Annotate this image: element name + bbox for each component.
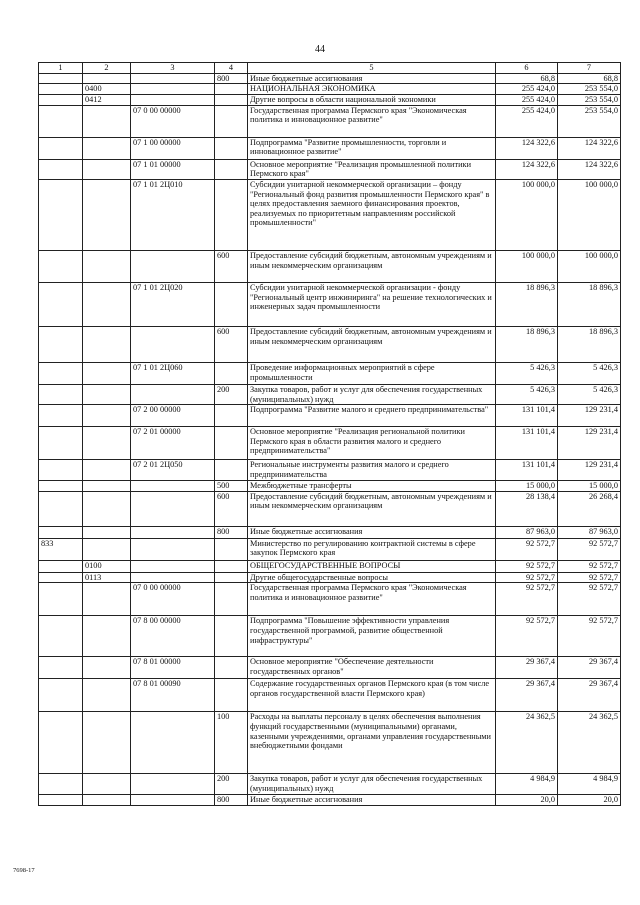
cell-ministry-code bbox=[39, 250, 83, 282]
cell-item-name: Государственная программа Пермского края "Экономическая политика и инновационное развитие" bbox=[248, 105, 496, 137]
cell-expense-type bbox=[215, 583, 248, 616]
cell-target-code: 07 0 00 00000 bbox=[131, 105, 215, 137]
cell-item-name: Подпрограмма "Развитие промышленности, торговли и инновационное развитие" bbox=[248, 137, 496, 159]
cell-ministry-code bbox=[39, 137, 83, 159]
cell-ministry-code bbox=[39, 526, 83, 538]
cell-ministry-code bbox=[39, 572, 83, 583]
cell-expense-type bbox=[215, 94, 248, 105]
cell-value-year2: 129 231,4 bbox=[558, 405, 621, 427]
table-row bbox=[39, 657, 621, 679]
cell-value-year1: 24 362,5 bbox=[496, 712, 558, 774]
cell-item-name: Проведение информационных мероприятий в сфере промышленности bbox=[248, 362, 496, 384]
cell-expense-type bbox=[215, 84, 248, 95]
cell-target-code bbox=[131, 538, 215, 560]
table-row bbox=[39, 560, 621, 572]
cell-expense-type: 800 bbox=[215, 73, 248, 84]
table-row bbox=[39, 137, 621, 159]
cell-ministry-code: 833 bbox=[39, 538, 83, 560]
cell-value-year1: 28 138,4 bbox=[496, 491, 558, 526]
cell-item-name: Иные бюджетные ассигнования bbox=[248, 526, 496, 538]
cell-target-code: 07 0 00 00000 bbox=[131, 583, 215, 616]
cell-value-year2: 26 268,4 bbox=[558, 491, 621, 526]
table-row bbox=[39, 538, 621, 560]
cell-item-name: Основное мероприятие "Реализация промышленной политики Пермского края" bbox=[248, 159, 496, 179]
cell-item-name: Предоставление субсидий бюджетным, автономным учреждениям и иным некоммерческим организациям bbox=[248, 326, 496, 362]
cell-item-name: Основное мероприятие "Обеспечение деятельности государственных органов" bbox=[248, 657, 496, 679]
cell-expense-type bbox=[215, 657, 248, 679]
cell-value-year1: 5 426,3 bbox=[496, 384, 558, 404]
cell-ministry-code bbox=[39, 712, 83, 774]
cell-expense-type: 600 bbox=[215, 491, 248, 526]
cell-ministry-code bbox=[39, 481, 83, 492]
cell-value-year2: 92 572,7 bbox=[558, 616, 621, 657]
cell-value-year1: 131 101,4 bbox=[496, 405, 558, 427]
cell-target-code bbox=[131, 712, 215, 774]
cell-item-name: НАЦИОНАЛЬНАЯ ЭКОНОМИКА bbox=[248, 84, 496, 95]
table-row bbox=[39, 84, 621, 95]
table-row bbox=[39, 362, 621, 384]
cell-section-code bbox=[83, 657, 131, 679]
cell-ministry-code bbox=[39, 616, 83, 657]
cell-expense-type bbox=[215, 405, 248, 427]
cell-target-code bbox=[131, 250, 215, 282]
table-row bbox=[39, 73, 621, 84]
cell-value-year2: 253 554,0 bbox=[558, 94, 621, 105]
cell-value-year2: 129 231,4 bbox=[558, 460, 621, 481]
table-row bbox=[39, 105, 621, 137]
cell-item-name: Содержание государственных органов Пермского края (в том числе органов государственной власти Пермского края) bbox=[248, 679, 496, 712]
cell-target-code bbox=[131, 560, 215, 572]
cell-target-code bbox=[131, 572, 215, 583]
cell-target-code: 07 1 01 2Ц010 bbox=[131, 179, 215, 250]
cell-value-year2: 124 322,6 bbox=[558, 159, 621, 179]
cell-item-name: Государственная программа Пермского края "Экономическая политика и инновационное развитие" bbox=[248, 583, 496, 616]
cell-value-year2: 92 572,7 bbox=[558, 560, 621, 572]
cell-value-year2: 18 896,3 bbox=[558, 282, 621, 326]
cell-expense-type bbox=[215, 460, 248, 481]
cell-ministry-code bbox=[39, 491, 83, 526]
cell-target-code: 07 8 00 00000 bbox=[131, 616, 215, 657]
cell-value-year2: 5 426,3 bbox=[558, 362, 621, 384]
cell-section-code bbox=[83, 282, 131, 326]
cell-expense-type bbox=[215, 362, 248, 384]
cell-expense-type bbox=[215, 560, 248, 572]
cell-item-name: Субсидии унитарной некоммерческой организации - фонду "Региональный центр инжиниринга" на решение технологических и инженерных задач промышленности bbox=[248, 282, 496, 326]
cell-item-name: Закупка товаров, работ и услуг для обеспечения государственных (муниципальных) нужд bbox=[248, 384, 496, 404]
cell-section-code bbox=[83, 538, 131, 560]
cell-target-code bbox=[131, 94, 215, 105]
cell-value-year1: 255 424,0 bbox=[496, 105, 558, 137]
cell-value-year1: 29 367,4 bbox=[496, 679, 558, 712]
cell-ministry-code bbox=[39, 460, 83, 481]
document-code: 7698-17 bbox=[13, 867, 35, 874]
header-cell: 5 bbox=[248, 63, 496, 74]
cell-value-year1: 29 367,4 bbox=[496, 657, 558, 679]
cell-target-code bbox=[131, 526, 215, 538]
cell-section-code bbox=[83, 616, 131, 657]
cell-value-year1: 124 322,6 bbox=[496, 137, 558, 159]
cell-item-name: ОБЩЕГОСУДАРСТВЕННЫЕ ВОПРОСЫ bbox=[248, 560, 496, 572]
cell-expense-type bbox=[215, 572, 248, 583]
cell-ministry-code bbox=[39, 384, 83, 404]
cell-target-code: 07 1 00 00000 bbox=[131, 137, 215, 159]
header-cell: 4 bbox=[215, 63, 248, 74]
cell-value-year1: 255 424,0 bbox=[496, 84, 558, 95]
cell-section-code bbox=[83, 481, 131, 492]
cell-ministry-code bbox=[39, 679, 83, 712]
cell-expense-type bbox=[215, 159, 248, 179]
cell-target-code bbox=[131, 326, 215, 362]
cell-section-code: 0113 bbox=[83, 572, 131, 583]
cell-ministry-code bbox=[39, 362, 83, 384]
cell-value-year2: 92 572,7 bbox=[558, 583, 621, 616]
cell-value-year2: 129 231,4 bbox=[558, 427, 621, 460]
cell-section-code bbox=[83, 137, 131, 159]
cell-value-year1: 18 896,3 bbox=[496, 326, 558, 362]
cell-section-code bbox=[83, 712, 131, 774]
cell-ministry-code bbox=[39, 795, 83, 806]
cell-item-name: Межбюджетные трансферты bbox=[248, 481, 496, 492]
cell-ministry-code bbox=[39, 179, 83, 250]
cell-value-year1: 131 101,4 bbox=[496, 460, 558, 481]
cell-value-year2: 68,8 bbox=[558, 73, 621, 84]
table-row bbox=[39, 405, 621, 427]
table-row bbox=[39, 282, 621, 326]
cell-value-year2: 100 000,0 bbox=[558, 250, 621, 282]
cell-value-year2: 87 963,0 bbox=[558, 526, 621, 538]
cell-ministry-code bbox=[39, 405, 83, 427]
cell-value-year2: 253 554,0 bbox=[558, 105, 621, 137]
cell-expense-type: 200 bbox=[215, 384, 248, 404]
cell-target-code bbox=[131, 491, 215, 526]
cell-value-year1: 20,0 bbox=[496, 795, 558, 806]
table-row bbox=[39, 481, 621, 492]
cell-value-year1: 100 000,0 bbox=[496, 250, 558, 282]
cell-section-code bbox=[83, 427, 131, 460]
cell-item-name: Основное мероприятие "Реализация региональной политики Пермского края в области развития малого и среднего предпринимательства" bbox=[248, 427, 496, 460]
cell-section-code bbox=[83, 491, 131, 526]
cell-item-name: Субсидии унитарной некоммерческой организации – фонду "Региональный фонд развития промышленности Пермского края" в целях предоставления заемного финансирования проектов, реализуемых по приоритетным направлениям российской промышленности" bbox=[248, 179, 496, 250]
header-cell: 7 bbox=[558, 63, 621, 74]
cell-value-year1: 92 572,7 bbox=[496, 572, 558, 583]
cell-section-code bbox=[83, 73, 131, 84]
cell-ministry-code bbox=[39, 159, 83, 179]
cell-item-name: Расходы на выплаты персоналу в целях обеспечения выполнения функций государственными (муниципальными) органами, казенными учреждениями, органами управления государственными внебюджетными фондами bbox=[248, 712, 496, 774]
cell-ministry-code bbox=[39, 84, 83, 95]
cell-expense-type: 500 bbox=[215, 481, 248, 492]
cell-value-year2: 92 572,7 bbox=[558, 538, 621, 560]
table-row bbox=[39, 159, 621, 179]
cell-item-name: Иные бюджетные ассигнования bbox=[248, 73, 496, 84]
cell-ministry-code bbox=[39, 282, 83, 326]
cell-value-year1: 5 426,3 bbox=[496, 362, 558, 384]
cell-value-year1: 92 572,7 bbox=[496, 583, 558, 616]
table-row bbox=[39, 460, 621, 481]
cell-expense-type bbox=[215, 616, 248, 657]
cell-section-code bbox=[83, 250, 131, 282]
cell-value-year2: 92 572,7 bbox=[558, 572, 621, 583]
table-row bbox=[39, 179, 621, 250]
cell-target-code: 07 1 01 2Ц060 bbox=[131, 362, 215, 384]
cell-section-code: 0100 bbox=[83, 560, 131, 572]
cell-expense-type bbox=[215, 137, 248, 159]
table-row bbox=[39, 491, 621, 526]
cell-section-code bbox=[83, 583, 131, 616]
table-row bbox=[39, 250, 621, 282]
cell-item-name: Другие общегосударственные вопросы bbox=[248, 572, 496, 583]
cell-expense-type bbox=[215, 282, 248, 326]
table-row bbox=[39, 326, 621, 362]
table-row bbox=[39, 384, 621, 404]
table-row bbox=[39, 616, 621, 657]
cell-section-code: 0412 bbox=[83, 94, 131, 105]
cell-section-code bbox=[83, 384, 131, 404]
cell-item-name: Предоставление субсидий бюджетным, автономным учреждениям и иным некоммерческим организациям bbox=[248, 491, 496, 526]
cell-item-name: Закупка товаров, работ и услуг для обеспечения государственных (муниципальных) нужд bbox=[248, 774, 496, 795]
cell-section-code bbox=[83, 105, 131, 137]
cell-value-year2: 253 554,0 bbox=[558, 84, 621, 95]
cell-value-year2: 4 984,9 bbox=[558, 774, 621, 795]
cell-expense-type: 600 bbox=[215, 326, 248, 362]
cell-section-code bbox=[83, 362, 131, 384]
cell-target-code: 07 1 01 00000 bbox=[131, 159, 215, 179]
cell-item-name: Региональные инструменты развития малого и среднего предпринимательства bbox=[248, 460, 496, 481]
cell-value-year2: 20,0 bbox=[558, 795, 621, 806]
cell-target-code bbox=[131, 73, 215, 84]
table-row bbox=[39, 679, 621, 712]
cell-target-code: 07 8 01 00090 bbox=[131, 679, 215, 712]
cell-ministry-code bbox=[39, 774, 83, 795]
cell-value-year2: 124 322,6 bbox=[558, 137, 621, 159]
cell-target-code: 07 2 01 00000 bbox=[131, 427, 215, 460]
cell-value-year1: 92 572,7 bbox=[496, 616, 558, 657]
cell-target-code: 07 1 01 2Ц020 bbox=[131, 282, 215, 326]
cell-value-year1: 92 572,7 bbox=[496, 560, 558, 572]
cell-expense-type: 200 bbox=[215, 774, 248, 795]
cell-value-year1: 87 963,0 bbox=[496, 526, 558, 538]
cell-value-year1: 4 984,9 bbox=[496, 774, 558, 795]
cell-ministry-code bbox=[39, 73, 83, 84]
cell-target-code bbox=[131, 84, 215, 95]
cell-target-code bbox=[131, 795, 215, 806]
cell-item-name: Подпрограмма "Повышение эффективности управления государственной программой, развитие общественной инфраструктуры" bbox=[248, 616, 496, 657]
cell-value-year1: 100 000,0 bbox=[496, 179, 558, 250]
cell-section-code bbox=[83, 679, 131, 712]
cell-value-year2: 29 367,4 bbox=[558, 657, 621, 679]
cell-ministry-code bbox=[39, 583, 83, 616]
table-row bbox=[39, 572, 621, 583]
cell-target-code bbox=[131, 481, 215, 492]
cell-value-year1: 15 000,0 bbox=[496, 481, 558, 492]
table-row bbox=[39, 583, 621, 616]
cell-expense-type: 600 bbox=[215, 250, 248, 282]
cell-section-code: 0400 bbox=[83, 84, 131, 95]
budget-table bbox=[38, 62, 621, 806]
cell-section-code bbox=[83, 405, 131, 427]
header-cell: 3 bbox=[131, 63, 215, 74]
cell-expense-type bbox=[215, 679, 248, 712]
table-header-row bbox=[39, 63, 621, 74]
cell-value-year1: 68,8 bbox=[496, 73, 558, 84]
cell-expense-type: 800 bbox=[215, 795, 248, 806]
cell-target-code: 07 2 00 00000 bbox=[131, 405, 215, 427]
cell-expense-type bbox=[215, 427, 248, 460]
cell-section-code bbox=[83, 179, 131, 250]
cell-value-year1: 124 322,6 bbox=[496, 159, 558, 179]
cell-ministry-code bbox=[39, 326, 83, 362]
cell-section-code bbox=[83, 774, 131, 795]
cell-value-year2: 5 426,3 bbox=[558, 384, 621, 404]
cell-expense-type: 800 bbox=[215, 526, 248, 538]
cell-expense-type bbox=[215, 538, 248, 560]
cell-value-year1: 18 896,3 bbox=[496, 282, 558, 326]
cell-expense-type bbox=[215, 179, 248, 250]
cell-value-year2: 24 362,5 bbox=[558, 712, 621, 774]
table-row bbox=[39, 712, 621, 774]
page-number: 44 bbox=[315, 44, 325, 55]
cell-ministry-code bbox=[39, 427, 83, 460]
cell-section-code bbox=[83, 159, 131, 179]
cell-item-name: Министерство по регулированию контрактной системы в сфере закупок Пермского края bbox=[248, 538, 496, 560]
cell-item-name: Другие вопросы в области национальной экономики bbox=[248, 94, 496, 105]
cell-ministry-code bbox=[39, 94, 83, 105]
cell-value-year1: 92 572,7 bbox=[496, 538, 558, 560]
cell-value-year2: 29 367,4 bbox=[558, 679, 621, 712]
cell-expense-type: 100 bbox=[215, 712, 248, 774]
cell-section-code bbox=[83, 326, 131, 362]
cell-target-code bbox=[131, 384, 215, 404]
cell-ministry-code bbox=[39, 560, 83, 572]
table-row bbox=[39, 94, 621, 105]
cell-item-name: Подпрограмма "Развитие малого и среднего предпринимательства" bbox=[248, 405, 496, 427]
cell-target-code: 07 8 01 00000 bbox=[131, 657, 215, 679]
table-row bbox=[39, 427, 621, 460]
cell-item-name: Иные бюджетные ассигнования bbox=[248, 795, 496, 806]
cell-target-code: 07 2 01 2Ц050 bbox=[131, 460, 215, 481]
cell-expense-type bbox=[215, 105, 248, 137]
cell-section-code bbox=[83, 795, 131, 806]
cell-section-code bbox=[83, 526, 131, 538]
cell-value-year2: 100 000,0 bbox=[558, 179, 621, 250]
cell-ministry-code bbox=[39, 105, 83, 137]
table-row bbox=[39, 795, 621, 806]
cell-value-year2: 18 896,3 bbox=[558, 326, 621, 362]
cell-ministry-code bbox=[39, 657, 83, 679]
cell-value-year1: 255 424,0 bbox=[496, 94, 558, 105]
cell-item-name: Предоставление субсидий бюджетным, автономным учреждениям и иным некоммерческим организациям bbox=[248, 250, 496, 282]
table-row bbox=[39, 526, 621, 538]
table-row bbox=[39, 774, 621, 795]
cell-section-code bbox=[83, 460, 131, 481]
cell-target-code bbox=[131, 774, 215, 795]
header-cell: 2 bbox=[83, 63, 131, 74]
header-cell: 1 bbox=[39, 63, 83, 74]
cell-value-year1: 131 101,4 bbox=[496, 427, 558, 460]
cell-value-year2: 15 000,0 bbox=[558, 481, 621, 492]
header-cell: 6 bbox=[496, 63, 558, 74]
